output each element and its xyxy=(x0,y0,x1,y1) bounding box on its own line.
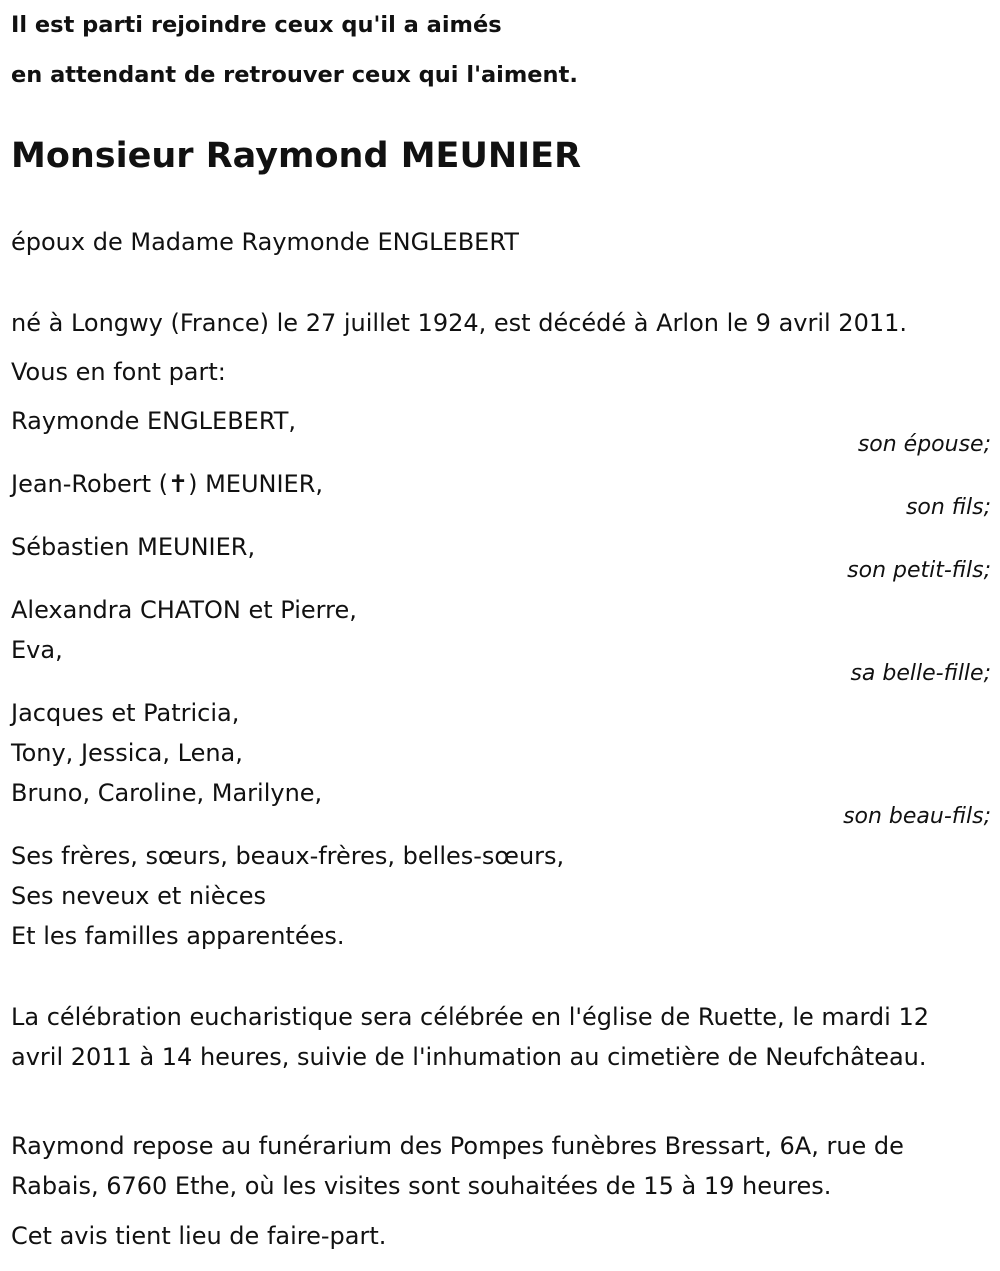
family-member-name: Eva, xyxy=(11,636,63,664)
closing-line: Cet avis tient lieu de faire-part. xyxy=(11,1222,387,1250)
family-member-name: Bruno, Caroline, Marilyne, xyxy=(11,779,323,807)
family-relation: son fils; xyxy=(905,495,991,520)
family-member-name: Jean-Robert (✝) MEUNIER, xyxy=(11,470,324,498)
family-relation: sa belle-fille; xyxy=(850,661,991,686)
visitation-paragraph: Raymond repose au funérarium des Pompes funèbres Bressart, 6A, rue de Rabais, 6760 Ethe, où les visites sont souhaitées de 15 à 19 heures. xyxy=(11,1132,904,1200)
celebration-paragraph: La célébration eucharistique sera célébrée en l'église de Ruette, le mardi 12 avril 2011 à 14 heures, suivie de l'inhumation au cimetière de Neufchâteau. xyxy=(11,1003,929,1071)
birth-death-line: né à Longwy (France) le 27 juillet 1924, est décédé à Arlon le 9 avril 2011. xyxy=(11,309,908,337)
family-relation: son petit-fils; xyxy=(847,558,991,583)
family-member-name: Sébastien MEUNIER, xyxy=(11,533,256,561)
spouse-line: époux de Madame Raymonde ENGLEBERT xyxy=(11,228,519,256)
deceased-name: Monsieur Raymond MEUNIER xyxy=(11,136,582,176)
epigraph-line-1: Il est parti rejoindre ceux qu'il a aimés xyxy=(11,12,502,38)
family-intro: Vous en font part: xyxy=(11,358,226,386)
family-relation: son beau-fils; xyxy=(843,804,991,829)
family-member-name: Alexandra CHATON et Pierre, xyxy=(11,596,357,624)
family-others-line: Et les familles apparentées. xyxy=(11,922,345,950)
family-relation: son épouse; xyxy=(857,432,991,457)
family-member-name: Tony, Jessica, Lena, xyxy=(11,739,243,767)
family-others-line: Ses frères, sœurs, beaux-frères, belles-sœurs, xyxy=(11,842,565,870)
epigraph-line-2: en attendant de retrouver ceux qui l'aiment. xyxy=(11,62,578,88)
family-member-name: Jacques et Patricia, xyxy=(11,699,240,727)
family-member-name: Raymonde ENGLEBERT, xyxy=(11,407,297,435)
family-others-line: Ses neveux et nièces xyxy=(11,882,267,910)
